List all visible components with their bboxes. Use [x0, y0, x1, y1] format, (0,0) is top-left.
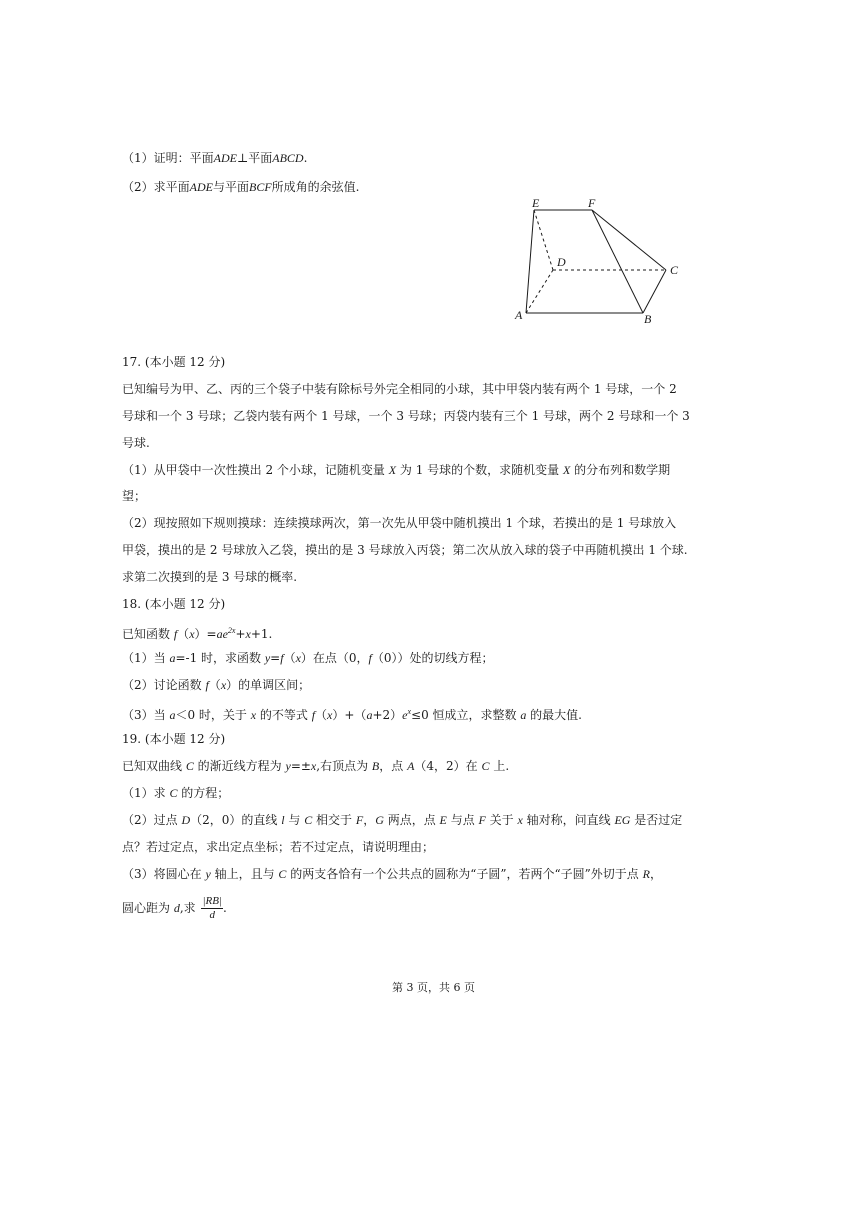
q18-line1: 已知函数 $f(x)=ae^{2x}+x+1$. — [122, 626, 273, 641]
q19-line3: （2）过点 D（2，0）的直线 l 与 C 相交于 F，G 两点，点 E 与点 F 关于 x 轴对称，问直线 EG 是否过定 — [122, 813, 683, 827]
q18-line4: （3）当 a＜0 时，关于 x 的不等式 $f(x)+(a+2)e^x\le 0$ 恒成立，求整数 a 的最大值. — [122, 707, 582, 722]
q18-line3: （2）讨论函数 f（x）的单调区间； — [122, 678, 311, 692]
label-f: F — [588, 196, 596, 210]
edge-fc — [592, 210, 666, 270]
edge-fb — [592, 210, 643, 313]
label-d: D — [557, 255, 566, 269]
q19-line1: 已知双曲线 C 的渐近线方程为 y=±x,右顶点为 B，点 A（4，2）在 C 上. — [122, 759, 510, 773]
q17-line1: 已知编号为甲、乙、丙的三个袋子中装有除标号外完全相同的小球，其中甲袋内装有两个 1 号球，一个 2 — [122, 382, 677, 396]
q17-header: 17. (本小题 12 分) — [122, 355, 226, 369]
edge-bc — [643, 270, 666, 313]
q18-header: 18. (本小题 12 分) — [122, 597, 226, 611]
q19-line6: 圆心距为 d,求 $\frac{|RB|}{d}$ . — [122, 895, 227, 921]
q19-line5: （3）将圆心在 y 轴上，且与 C 的两支各恰有一个公共点的圆称为“子圆”，若两个“子圆”外切于点 R， — [122, 867, 662, 881]
q17-line4: （1）从甲袋中一次性摸出 2 个小球，记随机变量 X 为 1 号球的个数，求随机变量 X 的分布列和数学期 — [122, 463, 671, 477]
q17-line2: 号球和一个 3 号球；乙袋内装有两个 1 号球，一个 3 号球；丙袋内装有三个 1 号球，两个 2 号球和一个 3 — [122, 409, 690, 423]
edge-ed — [534, 210, 553, 270]
q16-part2: （2）求平面ADE与平面BCF所成角的余弦值. — [122, 180, 360, 194]
edge-ea — [526, 210, 534, 313]
label-c: C — [670, 263, 679, 277]
q17-line5: 望； — [122, 489, 147, 503]
q17-line3: 号球. — [122, 436, 150, 450]
fraction-rb-over-d: $\frac{|RB|}{d}$ — [202, 895, 222, 921]
page-footer: 第 3 页，共 6 页 — [392, 981, 475, 994]
q19-line2: （1）求 C 的方程； — [122, 786, 230, 800]
q19-line4: 点？若过定点，求出定点坐标；若不过定点，请说明理由； — [122, 840, 435, 854]
edge-ad — [526, 270, 553, 313]
q17-line6: （2）现按照如下规则摸球：连续摸球两次，第一次先从甲袋中随机摸出 1 个球，若摸出的是 1 号球放入 — [122, 516, 677, 530]
q17-line8: 求第二次摸到的是 3 号球的概率. — [122, 570, 298, 584]
label-e: E — [532, 196, 540, 210]
q18-line2: （1）当 a=-1 时，求函数 y=f（x）在点（0，f（0））处的切线方程； — [122, 651, 494, 665]
q16-part1: （1）证明：平面ADE⊥平面ABCD. — [122, 151, 308, 165]
geometry-figure — [508, 194, 688, 330]
q17-line7: 甲袋，摸出的是 2 号球放入乙袋，摸出的是 3 号球放入丙袋；第二次从放入球的袋子中再随机摸出 1 个球. — [122, 543, 688, 557]
label-a: A — [515, 308, 523, 322]
label-b: B — [644, 312, 652, 326]
q19-header: 19. (本小题 12 分) — [122, 732, 226, 746]
